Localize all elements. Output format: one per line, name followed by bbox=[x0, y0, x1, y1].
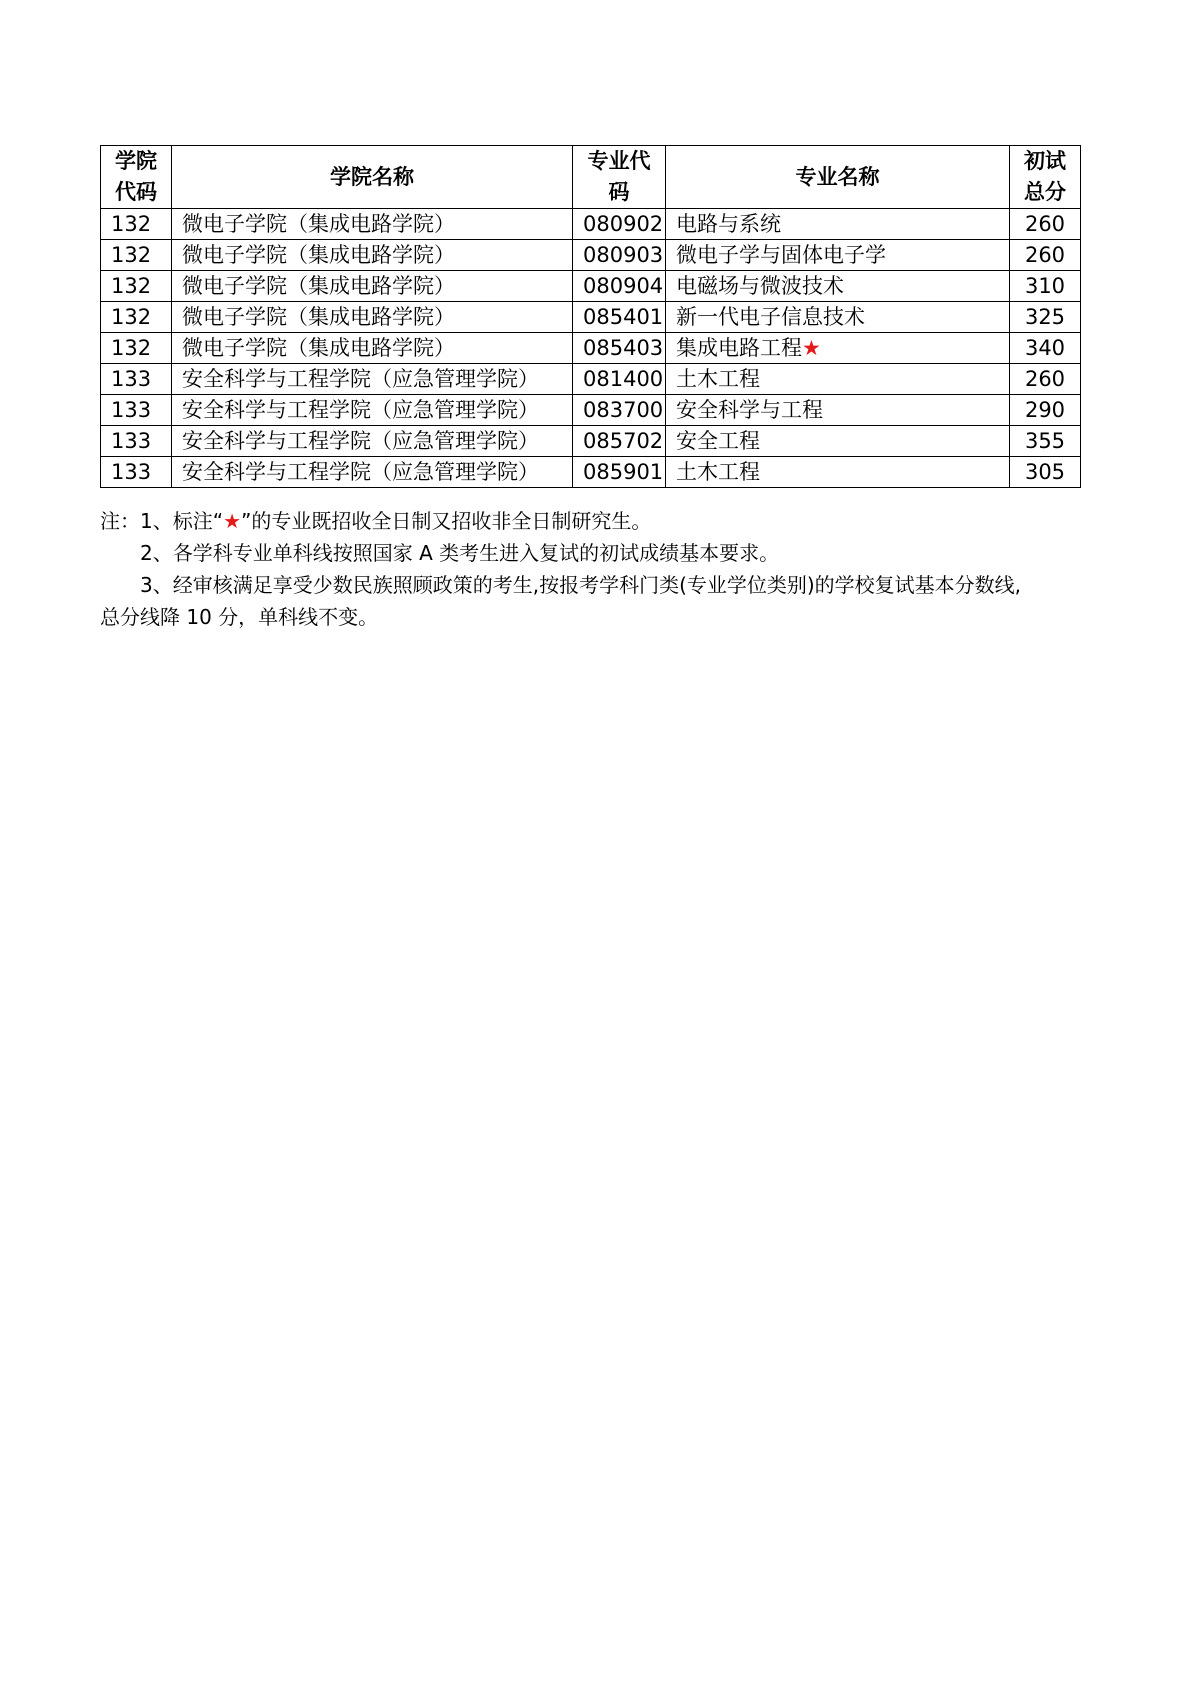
note-1-suffix: ”的专业既招收全日制又招收非全日制研究生。 bbox=[241, 509, 652, 533]
college-code-cell: 133 bbox=[101, 364, 172, 395]
college-name-cell: 安全科学与工程学院（应急管理学院） bbox=[172, 364, 573, 395]
major-name-cell bbox=[666, 209, 1010, 240]
total-score-cell: 260 bbox=[1010, 364, 1081, 395]
major-name-cell bbox=[666, 240, 1010, 271]
college-name-cell: 微电子学院（集成电路学院） bbox=[172, 302, 573, 333]
major-name-cell bbox=[666, 457, 1010, 488]
header-total-score bbox=[1010, 146, 1081, 209]
table-row bbox=[101, 333, 1081, 364]
header-major-name: 专业名称 bbox=[666, 146, 1010, 209]
notes-section bbox=[100, 505, 1085, 633]
college-name-cell: 微电子学院（集成电路学院） bbox=[172, 240, 573, 271]
major-code-cell: 080904 bbox=[573, 271, 666, 302]
college-code-cell: 133 bbox=[101, 426, 172, 457]
college-code-cell: 133 bbox=[101, 457, 172, 488]
table-row bbox=[101, 426, 1081, 457]
major-code-cell: 085702 bbox=[573, 426, 666, 457]
note-2: 2、各学科专业单科线按照国家 A 类考生进入复试的初试成绩基本要求。 bbox=[140, 541, 780, 565]
college-code-cell: 133 bbox=[101, 395, 172, 426]
table-row bbox=[101, 395, 1081, 426]
major-name-text: 安全科学与工程 bbox=[676, 398, 823, 422]
header-total-score-line2: 总分 bbox=[1024, 180, 1066, 204]
major-name-cell bbox=[666, 364, 1010, 395]
header-college-code bbox=[101, 146, 172, 209]
college-name-cell: 微电子学院（集成电路学院） bbox=[172, 271, 573, 302]
major-code-cell: 085901 bbox=[573, 457, 666, 488]
total-score-cell: 305 bbox=[1010, 457, 1081, 488]
total-score-cell: 340 bbox=[1010, 333, 1081, 364]
college-code-cell: 132 bbox=[101, 302, 172, 333]
college-code-cell: 132 bbox=[101, 271, 172, 302]
major-name-cell bbox=[666, 426, 1010, 457]
college-name-cell: 安全科学与工程学院（应急管理学院） bbox=[172, 426, 573, 457]
header-college-name: 学院名称 bbox=[172, 146, 573, 209]
table-row bbox=[101, 457, 1081, 488]
total-score-cell: 260 bbox=[1010, 240, 1081, 271]
table-row bbox=[101, 364, 1081, 395]
total-score-cell: 325 bbox=[1010, 302, 1081, 333]
college-name-cell: 微电子学院（集成电路学院） bbox=[172, 209, 573, 240]
table-header-row bbox=[101, 146, 1081, 209]
major-code-cell: 080902 bbox=[573, 209, 666, 240]
table-row bbox=[101, 240, 1081, 271]
major-name-text: 电路与系统 bbox=[676, 212, 781, 236]
header-total-score-line1: 初试 bbox=[1024, 149, 1066, 173]
major-name-text: 集成电路工程 bbox=[676, 336, 802, 360]
total-score-cell: 290 bbox=[1010, 395, 1081, 426]
college-code-cell: 132 bbox=[101, 333, 172, 364]
major-name-text: 微电子学与固体电子学 bbox=[676, 243, 886, 267]
major-name-text: 安全工程 bbox=[676, 429, 760, 453]
major-code-cell: 081400 bbox=[573, 364, 666, 395]
college-name-cell: 安全科学与工程学院（应急管理学院） bbox=[172, 457, 573, 488]
major-name-text: 土木工程 bbox=[676, 460, 760, 484]
college-name-cell: 微电子学院（集成电路学院） bbox=[172, 333, 573, 364]
header-major-code bbox=[573, 146, 666, 209]
header-major-code-line1: 专业代 bbox=[587, 149, 651, 173]
college-name-cell: 安全科学与工程学院（应急管理学院） bbox=[172, 395, 573, 426]
table-row bbox=[101, 271, 1081, 302]
major-code-cell: 080903 bbox=[573, 240, 666, 271]
note-3-line-1: 3、经审核满足享受少数民族照顾政策的考生,按报考学科门类(专业学位类别)的学校复试基本分数线, bbox=[140, 573, 1022, 597]
note-3-line-2: 总分线降 10 分，单科线不变。 bbox=[100, 605, 379, 629]
major-name-cell bbox=[666, 302, 1010, 333]
note-1 bbox=[100, 505, 1085, 537]
major-code-cell: 085403 bbox=[573, 333, 666, 364]
table-row bbox=[101, 209, 1081, 240]
major-name-cell bbox=[666, 333, 1010, 364]
total-score-cell: 355 bbox=[1010, 426, 1081, 457]
table-row bbox=[101, 302, 1081, 333]
total-score-cell: 260 bbox=[1010, 209, 1081, 240]
major-code-cell: 085401 bbox=[573, 302, 666, 333]
major-name-text: 电磁场与微波技术 bbox=[676, 274, 844, 298]
star-icon: ★ bbox=[802, 336, 821, 360]
header-major-code-line2: 码 bbox=[608, 180, 630, 204]
major-code-cell: 083700 bbox=[573, 395, 666, 426]
total-score-cell: 310 bbox=[1010, 271, 1081, 302]
major-name-text: 新一代电子信息技术 bbox=[676, 305, 865, 329]
college-code-cell: 132 bbox=[101, 209, 172, 240]
college-code-cell: 132 bbox=[101, 240, 172, 271]
major-name-cell bbox=[666, 395, 1010, 426]
major-name-text: 土木工程 bbox=[676, 367, 760, 391]
header-college-code-line1: 学院 bbox=[115, 149, 157, 173]
major-name-cell bbox=[666, 271, 1010, 302]
star-icon: ★ bbox=[223, 509, 242, 533]
score-table bbox=[100, 145, 1081, 488]
note-1-prefix: 注：1、标注“ bbox=[100, 509, 224, 533]
header-college-code-line2: 代码 bbox=[115, 180, 157, 204]
